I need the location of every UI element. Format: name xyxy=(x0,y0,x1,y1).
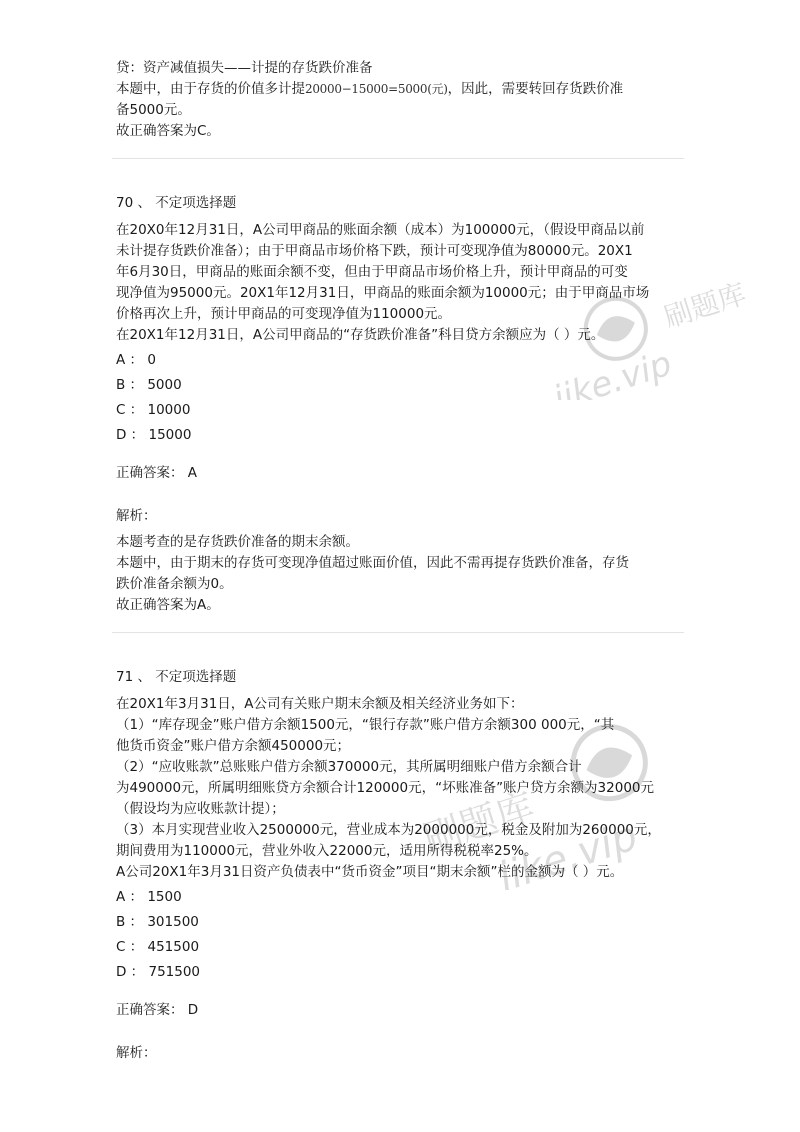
divider xyxy=(112,632,684,633)
analysis-line: 本题考查的是存货跌价准备的期末余额。 xyxy=(116,534,359,550)
svg-text:jike.vip: jike.vip xyxy=(548,343,677,400)
stem-line: 在20X0年12月31日，A公司甲商品的账面余额（成本）为100000元，（假设甲商品以前 xyxy=(116,222,645,238)
question-stem xyxy=(116,694,686,883)
analysis-label: 解析： xyxy=(116,1045,157,1061)
question-stem xyxy=(116,220,686,346)
option-d: D ： 751500 xyxy=(116,964,201,980)
option-c: C ： 451500 xyxy=(116,939,200,955)
svg-text:刷题库: 刷题库 xyxy=(417,784,540,862)
stem-line: A公司20X1年3月31日资产负债表中“货币资金”项目“期末余额”栏的金额为（ ）元。 xyxy=(116,864,624,880)
option-d: D ： 15000 xyxy=(116,427,192,443)
question-header: 70 、 不定项选择题 xyxy=(116,195,237,211)
stem-line: 价格再次上升，预计甲商品的可变现净值为110000元。 xyxy=(116,306,452,322)
stem-line: 未计提存货跌价准备）；由于甲商品市场价格下跌，预计可变现净值为80000元。20X1 xyxy=(116,243,633,259)
stem-line: （2）“应收账款”总账账户借方余额370000元，其所属明细账户借方余额合计 xyxy=(116,759,582,775)
stem-line: 期间费用为110000元，营业外收入22000元，适用所得税税率25%。 xyxy=(116,843,538,859)
document-page xyxy=(116,58,686,1069)
correct-answer: 正确答案： D xyxy=(116,1002,199,1018)
question-header: 71 、 不定项选择题 xyxy=(116,669,237,685)
option-b: B ： 301500 xyxy=(116,914,199,930)
analysis-line: 贷：资产减值损失——计提的存货跌价准备 xyxy=(116,60,373,76)
correct-answer: 正确答案： A xyxy=(116,465,198,481)
option-a: A ： 0 xyxy=(116,352,156,368)
analysis-line: 本题中，由于期末的存货可变现净值超过账面价值，因此不需再提存货跌价准备，存货 xyxy=(116,555,629,571)
option-c: C ： 10000 xyxy=(116,402,191,418)
divider xyxy=(112,158,684,159)
analysis-line: 跌价准备余额为0。 xyxy=(116,576,233,592)
options-list xyxy=(116,887,686,983)
option-b: B ： 5000 xyxy=(116,377,182,393)
stem-line: 为490000元，所属明细账贷方余额合计120000元，“坏账准备”账户贷方余额为32000元 xyxy=(116,780,655,796)
svg-text:jike.vip: jike.vip xyxy=(492,813,643,890)
options-list xyxy=(116,350,686,446)
stem-line: 年6月30日，甲商品的账面余额不变，但由于甲商品市场价格上升，预计甲商品的可变 xyxy=(116,264,628,280)
stem-line: 在20X1年12月31日，A公司甲商品的“存货跌价准备”科目贷方余额应为（ ）元。 xyxy=(116,327,605,343)
stem-line: （1）“库存现金”账户借方余额1500元，“银行存款”账户借方余额300 000元，“其 xyxy=(116,717,615,733)
question-70 xyxy=(116,193,686,616)
formula: 20000−15000=5000(元) xyxy=(305,82,448,96)
stem-line: 现净值为95000元。20X1年12月31日，甲商品的账面余额为10000元；由于甲商品市场 xyxy=(116,285,650,301)
stem-line: 在20X1年3月31日，A公司有关账户期末余额及相关经济业务如下： xyxy=(116,696,524,712)
analysis-line: 备5000元。 xyxy=(116,102,191,118)
previous-question-analysis xyxy=(116,58,686,142)
svg-text:刷题库: 刷题库 xyxy=(660,280,751,335)
question-71 xyxy=(116,667,686,1064)
option-a: A ： 1500 xyxy=(116,889,182,905)
stem-line: （假设均为应收账款计提）； xyxy=(116,801,285,817)
analysis-body xyxy=(116,532,686,616)
analysis-line: 故正确答案为C。 xyxy=(116,123,220,139)
stem-line: 他货币资金”账户借方余额450000元； xyxy=(116,738,351,754)
analysis-line: 本题中，由于存货的价值多计提20000−15000=5000(元)，因此，需要转回存货跌价准 xyxy=(116,81,624,97)
analysis-line: 故正确答案为A。 xyxy=(116,597,220,613)
analysis-label: 解析： xyxy=(116,508,157,524)
stem-line: （3）本月实现营业收入2500000元，营业成本为2000000元，税金及附加为260000元， xyxy=(116,822,661,838)
